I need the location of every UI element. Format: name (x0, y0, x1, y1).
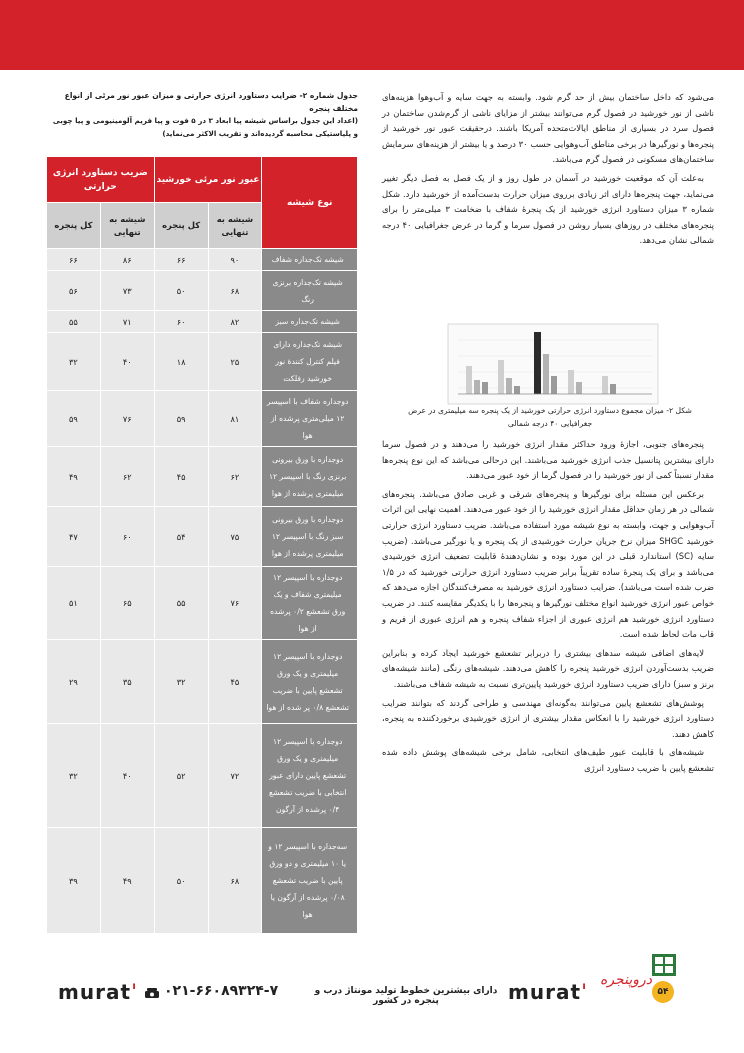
cell-shgc-glass: ۶۵ (100, 567, 154, 640)
paragraph: به‌علت آن که موقعیت خورشید در آسمان در طول روز و از یک فصل به فصل دیگر تغییر می‌نماید، جهت پنجره‌ها دارای اثر زیادی برروی میزان حرارت بدست‌آمده از خورشید دارد. شکل شماره ۳ میزان دستاورد انرژی خورشید از یک پنجرهٔ شفاف با ضخامت ۳ میلی‌متر را برای پنجره‌های مختلف در روزهای بسیار روشن در فصول سرما و گرما در عرض جغرافیایی ۴۰ درجه شمالی نشان می‌دهد. (382, 172, 715, 246)
paragraph: لایه‌های اضافی شیشه سدهای بیشتری را دربرابر تشعشع خورشید ایجاد کرده و بنابراین ضریب بدست‌آوردن انرژی خورشید پنجره را کاهش می‌دهند. شیشه‌های رنگی (مانند شیشه‌های برنز و سبز) دارای ضریب دستاورد انرژی خورشید پایین‌تری نسبت به شیشه شفاف می‌باشند. (382, 647, 714, 689)
table-row (47, 640, 358, 724)
glass-properties-table (46, 156, 358, 934)
cell-visible-glass: ۶۲ (208, 447, 262, 507)
footer-tagline: دارای بیشترین خطوط تولید مونتاژ درب و پنجره در کشور (314, 986, 498, 1006)
cell-shgc-window: ۴۷ (47, 507, 101, 567)
table-row (47, 828, 358, 934)
cell-visible-window: ۶۰ (154, 311, 208, 333)
cell-shgc-window: ۳۹ (47, 828, 101, 934)
table-row (47, 271, 358, 311)
article-column-upper (382, 90, 714, 252)
cell-shgc-glass: ۴۰ (100, 724, 154, 828)
row-label: سه‌جداره با اسپیسر ۱۲ و یا ۱۰ میلیمتری و دو ورق پایین با ضریب تشعشع ۰/۰۸ پرشده از آرگون یا هوا (262, 828, 358, 934)
murat-logo-text: murat (58, 980, 131, 1004)
row-label: دوجداره با ورق بیرونی برنزی رنگ با اسپیسر ۱۲ میلیمتری پرشده از هوا (262, 447, 358, 507)
murat-logo (58, 980, 138, 1004)
header-shgc: ضریب دستاورد انرژی حرارتی (47, 157, 155, 203)
row-label: شیشه تک‌جداره سبز (262, 311, 358, 333)
row-label: شیشه تک‌جداره برنزی رنگ (262, 271, 358, 311)
row-label: شیشه تک‌جداره شفاف (262, 249, 358, 271)
cell-shgc-glass: ۳۵ (100, 640, 154, 724)
paragraph: می‌شود که داخل ساختمان بیش از حد گرم شود. وابسته به جهت سایه و آب‌وهوا هزینه‌های ناشی از نور خورشید در فصول گرم می‌توانند بیشتر از مزایای ناشی از گرم‌شدن ساختمان در فصول سرد در بسیاری از مناطق ایالات‌متحده آمریکا باشند. درحقیقت عبور نور خورشید از پنجره‌ها و نورگیرها در برخی مناطق آب‌وهوایی حسب ۳۰ درصد و یا بیشتر از هزینه‌های سرمایش ساختمان‌های مسکونی در فصول گرم می‌باشد. (382, 92, 714, 165)
cell-visible-window: ۵۴ (154, 507, 208, 567)
table-caption-note: (اعداد این جدول براساس شیشه پیا ابعاد ۳ در ۵ فوت و پیا فریم آلومینیومی و پیا چوبی و پلیاستیکی محاسبه گردیده‌اند و تقریب الاکثر می‌نماید) (52, 116, 358, 138)
cell-visible-glass: ۶۸ (208, 271, 262, 311)
phone-icon (144, 987, 160, 999)
cell-shgc-glass: ۷۶ (100, 391, 154, 447)
cell-shgc-window: ۳۲ (47, 333, 101, 391)
cell-visible-window: ۶۶ (154, 249, 208, 271)
table-row (47, 249, 358, 271)
subheader-whole-window: کل پنجره (154, 203, 208, 249)
paragraph: پنجره‌های جنوبی، اجازهٔ ورود حداکثر مقدار انرژی خورشید را می‌دهند و در فصول سرما دارای بیشترین پتانسیل جذب انرژی خورشید می‌باشند. این درحالی می‌باشد که این نوع پنجره‌ها مقدار نسبتاً کمی از نور خورشید را در فصول گرما از خود عبور می‌دهند. (382, 439, 714, 481)
cell-visible-glass: ۸۱ (208, 391, 262, 447)
table-row (47, 391, 358, 447)
magazine-brand-name: دروپنجره (600, 972, 652, 988)
row-label: دوجداره شفاف با اسپیسر ۱۲ میلی‌متری پرشده از هوا (262, 391, 358, 447)
cell-shgc-glass: ۶۲ (100, 447, 154, 507)
table-row (47, 447, 358, 507)
table-row (47, 507, 358, 567)
table-caption-title: جدول شماره ۲- ضرایب دستاورد انرژی حرارتی و میزان عبور نور مرئی از انواع مختلف پنجره (64, 91, 358, 113)
cell-shgc-glass: ۶۰ (100, 507, 154, 567)
murat-logo (508, 980, 588, 1004)
cell-shgc-glass: ۴۹ (100, 828, 154, 934)
cell-visible-glass: ۷۶ (208, 567, 262, 640)
cell-shgc-glass: ۴۰ (100, 333, 154, 391)
row-label: شیشه تک‌جداره دارای فیلم کنترل کنندهٔ نور خورشید رفلکت (262, 333, 358, 391)
figure-solar-gain-chart (422, 320, 684, 408)
table-row (47, 724, 358, 828)
cell-visible-window: ۴۵ (154, 447, 208, 507)
table-row (47, 311, 358, 333)
cell-visible-glass: ۶۸ (208, 828, 262, 934)
cell-shgc-window: ۵۱ (47, 567, 101, 640)
murat-logo-text: murat (508, 980, 581, 1004)
cell-shgc-window: ۴۹ (47, 447, 101, 507)
cell-shgc-window: ۵۶ (47, 271, 101, 311)
cell-shgc-window: ۲۹ (47, 640, 101, 724)
cell-shgc-glass: ۷۱ (100, 311, 154, 333)
murat-logo-accent: ˈ (131, 980, 139, 1004)
murat-logo-accent: ˈ (581, 980, 589, 1004)
table-caption (46, 90, 358, 140)
article-column-lower (382, 437, 714, 779)
page-number: ۵۴ (652, 981, 674, 1003)
header-visible-light: عبور نور مرئی خورشید (154, 157, 262, 203)
cell-visible-window: ۱۸ (154, 333, 208, 391)
cell-shgc-glass: ۷۳ (100, 271, 154, 311)
header-glass-type: نوع شیشه (262, 157, 358, 249)
subheader-glass-only: شیشه به تنهایی (208, 203, 262, 249)
cell-visible-glass: ۷۵ (208, 507, 262, 567)
cell-shgc-window: ۵۵ (47, 311, 101, 333)
cell-visible-glass: ۹۰ (208, 249, 262, 271)
chart-image (422, 320, 684, 408)
table-row (47, 567, 358, 640)
subheader-glass-only: شیشه به تنهایی (100, 203, 154, 249)
cell-visible-glass: ۴۵ (208, 640, 262, 724)
cell-shgc-window: ۳۲ (47, 724, 101, 828)
cell-shgc-window: ۵۹ (47, 391, 101, 447)
row-label: دوجداره با اسپیسر ۱۲ میلیمتری شفاف و یک ورق تشعشع ۰/۲ پرشده از هوا (262, 567, 358, 640)
paragraph: پوشش‌های تشعشع پایین می‌توانند به‌گونه‌ای مهندسی و طراحی گردند که بتوانند ضرایب دستاورد انرژی خورشید را با انعکاس مقدار بیشتری از انرژی خورشیدی برخوردکننده به پنجره، کاهش دهند. (382, 697, 714, 739)
row-label: دوجداره با ورق بیرونی سبز رنگ با اسپیسر ۱۲ میلیمتری پرشده از هوا (262, 507, 358, 567)
cell-visible-window: ۳۲ (154, 640, 208, 724)
paragraph: برعکس این مسئله برای نورگیرها و پنجره‌های شرقی و غربی صادق می‌باشد. پنجره‌های شمالی در هر زمان حداقل مقدار انرژی خورشید را از خود عبور می‌دهند. اهمیت نهایی این اثرات آب‌وهوایی و جهت، وابسته به نوع شیشه مورد استفاده می‌باشد. ضریب دستاورد انرژی حرارتی خورشید SHGC میزان نرخ جریان حرارت خورشیدی از یک پنجره و یا نورگیر می‌باشد. (ضریب سایه (SC) استاندارد قبلی در این مورد بوده و نشان‌دهندهٔ قابلیت تضعیف انرژی خورشیدی می‌باشد و برای یک پنجرهٔ ساده تقریباً برابر ضریب دستاورد انرژی حرارتی خورشید که در ۱/۵ ضرب شده است می‌باشد). ضرایب دستاورد انرژی خورشید به مصرف‌کنندگان اجازه می‌دهد که خواص عبور انرژی خورشید انواع مختلف نورگیرها و پنجره‌ها را با یکدیگر مقایسه کنند. در ضریب دستاورد انرژی خورشید هم انرژی عبوری از اجزاء شفاف پنجره و هم انرژی عبوری از فریم و قاب مات لحاظ شده است. (382, 488, 714, 640)
row-label: دوجداره با اسپیسر ۱۲ میلیمتری و یک ورق تشعشع پایین با ضریب تشعشع ۰/۸ پر شده از هوا (262, 640, 358, 724)
cell-visible-window: ۵۹ (154, 391, 208, 447)
cell-visible-glass: ۸۲ (208, 311, 262, 333)
figure-caption: شکل ۲- میزان مجموع دستاورد انرژی حرارتی خورشید از یک پنجره سه میلیمتری در عرض جغرافیایی ۴۰ درجه شمالی (408, 406, 692, 428)
cell-visible-window: ۵۰ (154, 271, 208, 311)
cell-visible-window: ۵۵ (154, 567, 208, 640)
phone-number: ۰۲۱-۶۶۰۸۹۳۲۴-۷ (164, 983, 279, 999)
cell-shgc-glass: ۸۶ (100, 249, 154, 271)
cell-visible-window: ۵۰ (154, 828, 208, 934)
cell-visible-window: ۵۲ (154, 724, 208, 828)
subheader-whole-window: کل پنجره (47, 203, 101, 249)
paragraph: شیشه‌های با قابلیت عبور طیف‌های انتخابی، شامل برخی شیشه‌های پوشش داده شده تشعشع پایین با ضریب دستاورد انرژی (382, 747, 714, 773)
cell-visible-glass: ۷۲ (208, 724, 262, 828)
table-row (47, 333, 358, 391)
cell-visible-glass: ۲۵ (208, 333, 262, 391)
cell-shgc-window: ۶۶ (47, 249, 101, 271)
top-banner (0, 0, 744, 70)
row-label: دوجداره با اسپیسر ۱۲ میلیمتری و یک ورق تشعشع پایین دارای عبور انتخابی با ضریب تشعشع ۰/۴ پرشده از آرگون (262, 724, 358, 828)
